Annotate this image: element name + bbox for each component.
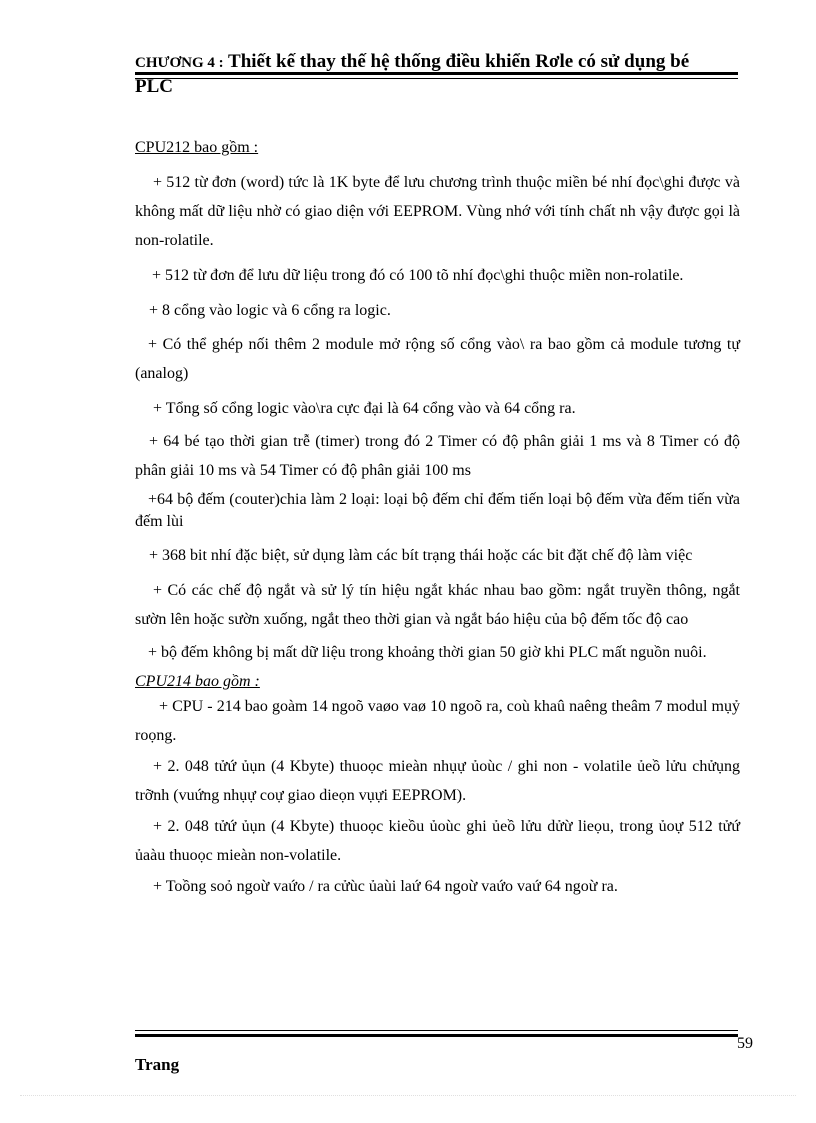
footer-rule-thick [135, 1034, 738, 1037]
list-item: + Tổng số cổng logic vào\ra cực đại là 64 cổng vào và 64 cổng ra. [153, 400, 576, 417]
list-item: + 512 từ đơn (word) tức là 1K byte để lưu chương trình thuộc miền bé nhí đọc\ghi được và không mất dữ liệu nhờ có giao diện với EEPROM. Vùng nhớ với tính chất nh vậy được gọi là non-rolatile. [135, 174, 740, 249]
header-rule-thin [135, 78, 738, 79]
chapter-title-text: Thiết kế thay thế hệ thống điều khiển Rơle có sử dụng bé PLC [135, 51, 690, 97]
list-item: + bộ đếm không bị mất dữ liệu trong khoảng thời gian 50 giờ khi PLC mất nguồn nuôi. [148, 644, 707, 661]
section-heading-cpu214: CPU214 bao gồm : [135, 673, 260, 690]
list-item: + 64 bé tạo thời gian trễ (timer) trong đó 2 Timer có độ phân giải 1 ms và 8 Timer có độ phân giải 10 ms và 54 Timer có độ phân giải 100 ms [135, 433, 740, 479]
list-item: + 368 bit nhí đặc biệt, sử dụng làm các bít trạng thái hoặc các bit đặt chế độ làm việc [149, 547, 693, 564]
chapter-label: CHƯƠNG 4 : [135, 55, 224, 71]
list-item: + 512 từ đơn để lưu dữ liệu trong đó có 100 tõ nhí đọc\ghi thuộc miền non-rolatile. [152, 267, 684, 284]
page-header [135, 50, 738, 98]
list-item: + CPU - 214 bao goàm 14 ngoõ vaøo vaø 10 ngoõ ra, coù khaû naêng theâm 7 modul mụỷ roọng. [135, 698, 740, 744]
list-item: + Có các chế độ ngắt và sử lý tín hiệu ngắt khác nhau bao gồm: ngắt truyền thông, ngắt sườn lên hoặc sườn xuống, ngắt theo thời gian và ngắt báo hiệu của bộ đếm tốc độ cao [135, 582, 740, 628]
footer-rule-thin [135, 1030, 738, 1031]
list-item: + 2. 048 tửứ ủụn (4 Kbyte) thuoọc kieồu ủoùc ghi ủeồ lửu dửừ lieọu, trong ủoự 512 tửứ ủaàu thuoọc mieàn non-volatile. [135, 818, 740, 864]
list-item: +64 bộ đếm (couter)chia làm 2 loại: loại bộ đếm chỉ đếm tiến loại bộ đếm vừa đếm tiến vừa đếm lùi [135, 491, 740, 530]
section-heading-cpu212: CPU212 bao gồm : [135, 139, 259, 156]
page-edge-divider [20, 1095, 796, 1096]
list-item: + Có thể ghép nối thêm 2 module mở rộng số cổng vào\ ra bao gồm cả module tương tự (analog) [135, 336, 740, 382]
page-number: 59 [737, 1035, 753, 1052]
list-item: + 2. 048 tửứ ủụn (4 Kbyte) thuoọc mieàn nhụự ủoùc / ghi non - volatile ủeồ lửu chửụng trỡnh (vuứng nhụự coự giao dieọn vụựi EEPROM). [135, 758, 740, 804]
header-rule-thick [135, 72, 738, 75]
page-label: Trang [135, 1055, 180, 1074]
page-body [135, 137, 740, 901]
list-item: + Toồng soỏ ngoừ vaứo / ra cửùc ủaùi laứ 64 ngoừ vaứo vaứ 64 ngoừ ra. [153, 878, 618, 895]
list-item: + 8 cổng vào logic và 6 cổng ra logic. [149, 302, 391, 319]
